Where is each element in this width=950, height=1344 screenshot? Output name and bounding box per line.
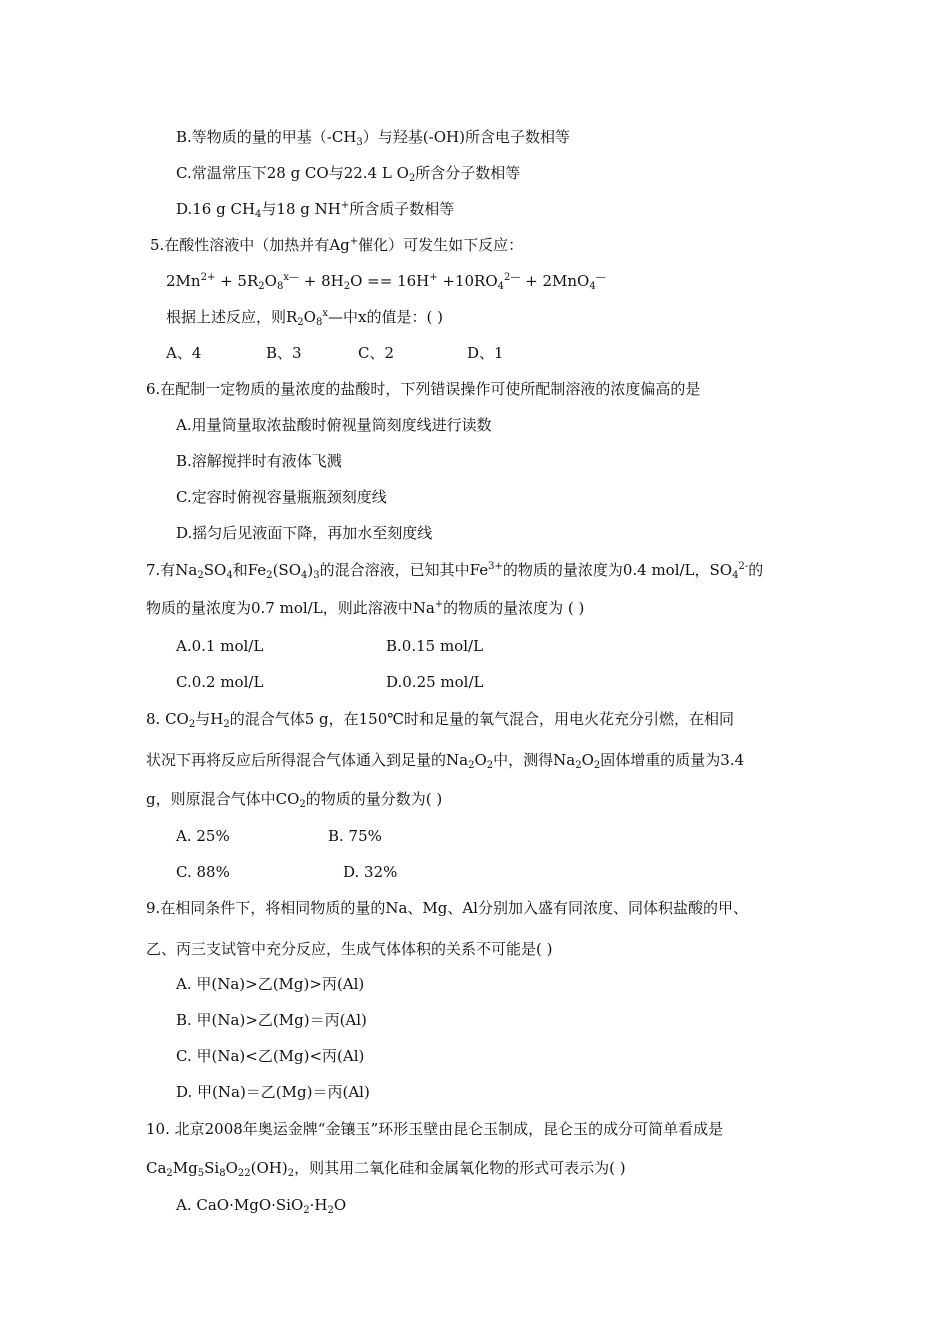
q5-question: 根据上述反应，则$R_2O_8^x—$中x的值是：( ) (166, 308, 443, 328)
q4-option-b: B.等物质的量的甲基$(-CH_3)$与羟基(-OH)所含电子数相等 (176, 128, 570, 148)
q8-option-d: D. 32% (343, 863, 398, 881)
q9-option-a: A. 甲(Na)>乙(Mg)>丙(Al) (176, 975, 365, 993)
q6-option-d: D.摇匀后见液面下降，再加水至刻度线 (176, 524, 433, 542)
q5-option-b: B、3 (266, 344, 302, 362)
q8-stem-line2: 状况下再将反应后所得混合气体通入到足量的$Na_2O_2$中，测得$Na_2O_2$固体增重的质量为3.4 (146, 751, 745, 771)
q8-option-c: C. 88% (176, 863, 230, 881)
q4-option-d: D.16 g $CH_4$与18 g NH+所含质子数相等 (176, 200, 455, 220)
q7-option-c: C.0.2 mol/L (176, 673, 264, 691)
q5-option-a: A、4 (166, 344, 202, 362)
q8-stem-line1: 8. $CO_2$与$H_2$的混合气体5 g，在150℃时和足量的氧气混合，用电火花充分引燃，在相同 (146, 710, 735, 730)
q5-stem: 5.在酸性溶液中（加热并有Ag+催化）可发生如下反应： (150, 236, 524, 254)
q10-stem-line2: $Ca_2Mg_5Si_8O_{22}(OH)_2$，则其用二氧化硅和金属氧化物的形式可表示为( ) (146, 1159, 626, 1179)
q6-option-c: C.定容时俯视容量瓶瓶颈刻度线 (176, 488, 387, 506)
q10-stem-line1: 10. 北京2008年奥运金牌“金镶玉”环形玉壁由昆仑玉制成，昆仑玉的成分可简单看成是 (146, 1120, 724, 1138)
q6-stem: 6.在配制一定物质的量浓度的盐酸时，下列错误操作可使所配制溶液的浓度偏高的是 (146, 380, 701, 398)
q6-option-b: B.溶解搅拌时有液体飞溅 (176, 452, 342, 470)
q5-option-d: D、1 (467, 344, 504, 362)
q8-stem-line3: g，则原混合气体中$CO_2$的物质的量分数为( ) (146, 790, 443, 810)
q8-option-a: A. 25% (176, 827, 230, 845)
q5-option-c: C、2 (358, 344, 395, 362)
q7-option-d: D.0.25 mol/L (386, 673, 484, 691)
q9-option-d: D. 甲(Na)＝乙(Mg)＝丙(Al) (176, 1083, 370, 1101)
q9-option-c: C. 甲(Na)<乙(Mg)<丙(Al) (176, 1047, 365, 1065)
q10-option-a: A. $CaO\cdot MgO\cdot SiO_2\cdot H_2O$ (176, 1196, 347, 1216)
q8-option-b: B. 75% (328, 827, 382, 845)
q7-option-a: A.0.1 mol/L (176, 637, 264, 655)
q9-stem-line2: 乙、丙三支试管中充分反应，生成气体体积的关系不可能是( ) (146, 940, 553, 958)
q7-option-b: B.0.15 mol/L (386, 637, 484, 655)
q5-equation: $2Mn^{2+} + 5R_2O_8^{x—} + 8H_2O == 16H^+ +10RO_4^{2—} + 2MnO_4^—$ (166, 272, 606, 292)
q7-stem-line1: 7.有$Na_2SO_4$和$Fe_2(SO_4)_3$的混合溶液，已知其中$Fe^{3+}$的物质的量浓度为0.4 mol/L，$SO_4^{2-}$的 (146, 561, 764, 581)
q9-option-b: B. 甲(Na)>乙(Mg)＝丙(Al) (176, 1011, 367, 1029)
q9-stem-line1: 9.在相同条件下，将相同物质的量的Na、Mg、Al分别加入盛有同浓度、同体积盐酸的甲、 (146, 899, 748, 917)
q7-stem-line2: 物质的量浓度为0.7 mol/L，则此溶液中Na+的物质的量浓度为 ( ) (146, 599, 585, 617)
q6-option-a: A.用量筒量取浓盐酸时俯视量筒刻度线进行读数 (176, 416, 492, 434)
q4-option-c: C.常温常压下28 g CO与22.4 L $O_2$所含分子数相等 (176, 164, 521, 184)
